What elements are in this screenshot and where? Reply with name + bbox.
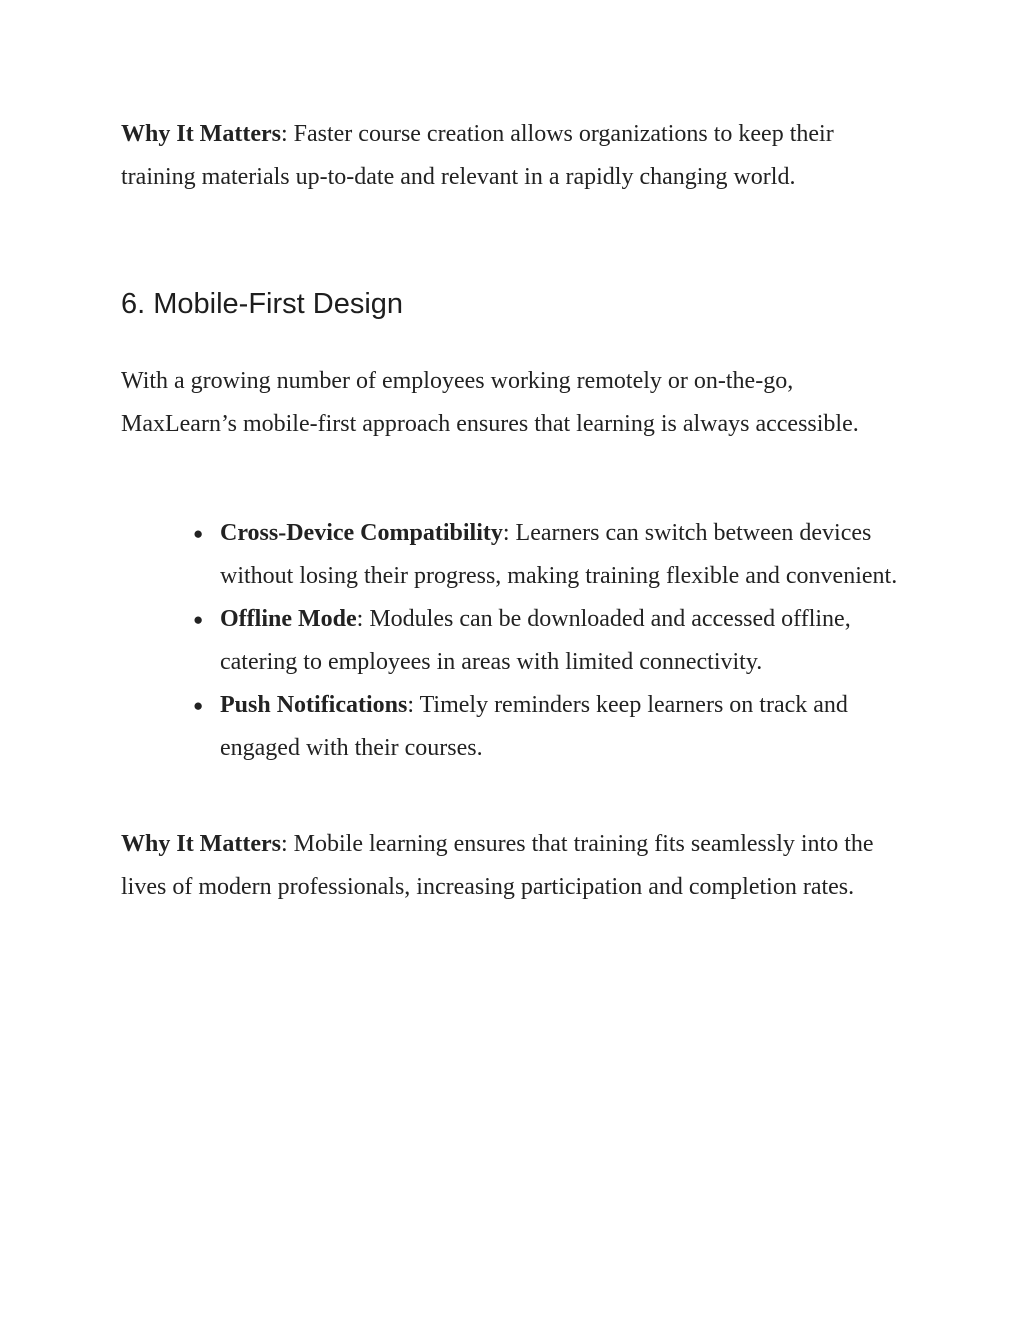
feature-bullet-list xyxy=(121,512,911,770)
why-it-matters-text: Faster course creation allows organizations to keep their training materials up-to-date and relevant in a rapidly changing world. xyxy=(121,121,834,190)
label-separator: : xyxy=(407,692,420,718)
why-it-matters-paragraph-top xyxy=(121,113,911,199)
section-intro-paragraph: With a growing number of employees working remotely or on-the-go, MaxLearn’s mobile-first approach ensures that learning is always accessible. xyxy=(121,368,859,437)
section-heading: 6. Mobile-First Design xyxy=(121,288,404,320)
document-page xyxy=(121,113,911,909)
feature-label: Push Notifications xyxy=(220,692,408,718)
label-separator: : xyxy=(280,831,294,857)
feature-label: Offline Mode xyxy=(220,606,357,632)
list-item xyxy=(193,512,911,598)
why-it-matters-label: Why It Matters xyxy=(121,121,281,147)
feature-description: Timely reminders keep learners on track and engaged with their courses. xyxy=(220,692,848,761)
why-it-matters-text: Mobile learning ensures that training fits seamlessly into the lives of modern professionals, increasing participation and completion rates. xyxy=(121,831,874,900)
why-it-matters-paragraph-bottom xyxy=(121,823,911,909)
label-separator: : xyxy=(502,520,516,546)
why-it-matters-label: Why It Matters xyxy=(121,831,281,857)
label-separator: : xyxy=(280,121,294,147)
label-separator: : xyxy=(356,606,370,632)
list-item xyxy=(193,684,911,770)
list-item xyxy=(193,598,911,684)
feature-description: Modules can be downloaded and accessed offline, catering to employees in areas with limited connectivity. xyxy=(220,606,851,675)
bullet-marker: ● xyxy=(193,696,204,715)
bullet-marker: ● xyxy=(193,610,204,629)
feature-label: Cross-Device Compatibility xyxy=(220,520,503,546)
feature-description: Learners can switch between devices without losing their progress, making training flexible and convenient. xyxy=(220,520,898,589)
bullet-marker: ● xyxy=(193,524,204,543)
